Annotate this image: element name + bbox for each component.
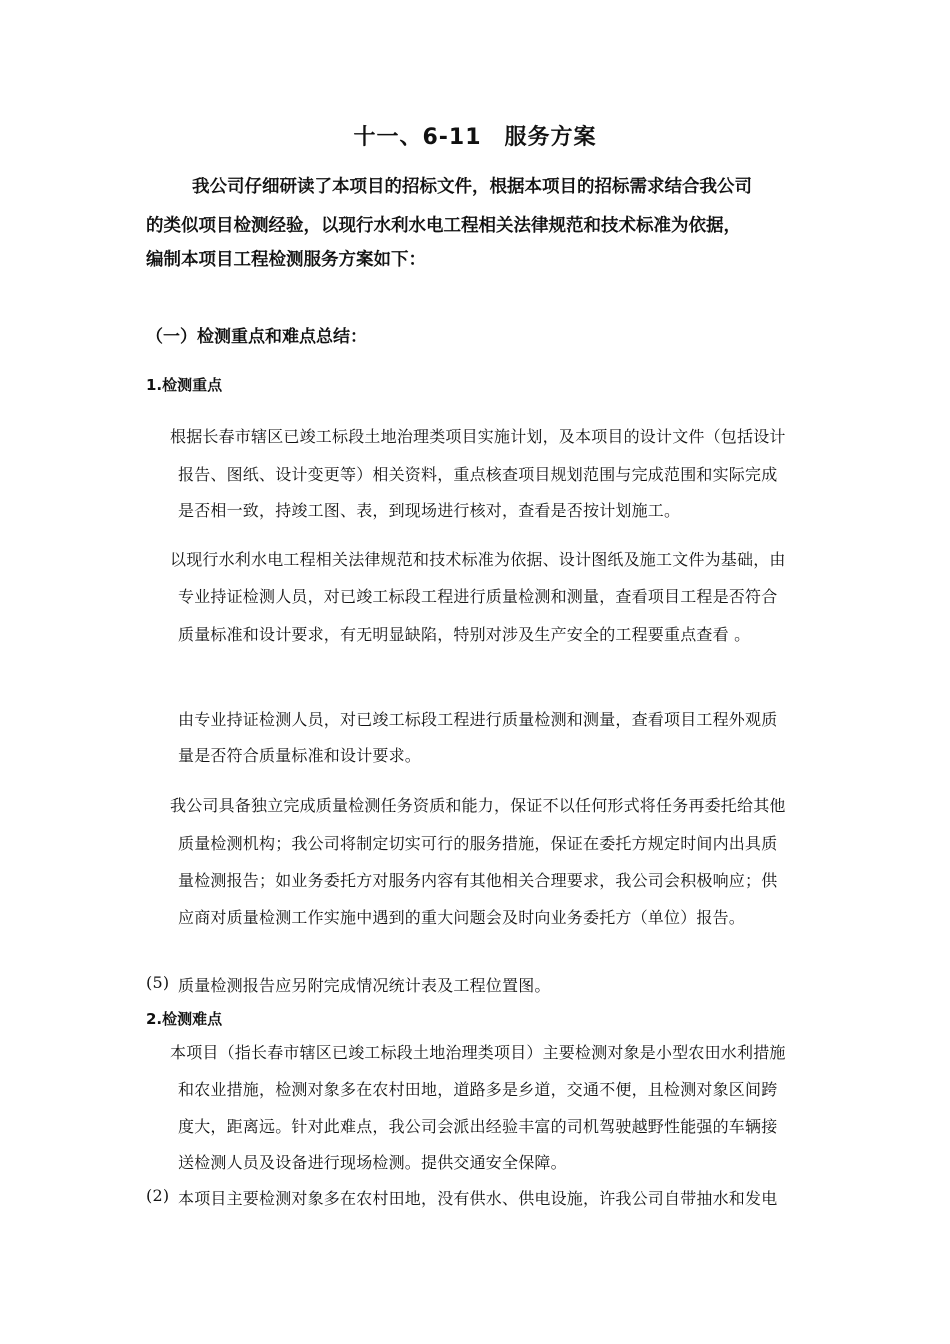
intro-line-3: 编制本项目工程检测服务方案如下： xyxy=(146,250,426,270)
item1-line-3: 是否相一致，持竣工图、表，到现场进行核对，查看是否按计划施工。 xyxy=(178,501,681,520)
item4-line-3: 量检测报告；如业务委托方对服务内容有其他相关合理要求，我公司会积极响应；供 xyxy=(178,871,778,890)
part2-item2-number: (2) xyxy=(146,1186,170,1205)
item4-line-4: 应商对质量检测工作实施中遇到的重大问题会及时向业务委托方（单位）报告。 xyxy=(178,908,746,927)
part2-item2-text: 本项目主要检测对象多在农村田地，没有供水、供电设施，许我公司自带抽水和发电 xyxy=(178,1189,778,1208)
section-heading: （一）检测重点和难点总结： xyxy=(146,327,367,347)
item4-line-1: 我公司具备独立完成质量检测任务资质和能力，保证不以任何形式将任务再委托给其他 xyxy=(170,796,786,815)
part2-item1-line-2: 和农业措施，检测对象多在农村田地，道路多是乡道，交通不便，且检测对象区间跨 xyxy=(178,1080,778,1099)
part2-item1-line-3: 度大，距离远。针对此难点，我公司会派出经验丰富的司机驾驶越野性能强的车辆接 xyxy=(178,1117,778,1136)
item2-line-3: 质量标准和设计要求，有无明显缺陷，特别对涉及生产安全的工程要重点查看 。 xyxy=(178,625,751,644)
item2-line-1: 以现行水利水电工程相关法律规范和技术标准为依据、设计图纸及施工文件为基础，由 xyxy=(170,550,786,569)
item3-line-1: 由专业持证检测人员，对已竣工标段工程进行质量检测和测量，查看项目工程外观质 xyxy=(178,710,778,729)
intro-line-2: 的类似项目检测经验，以现行水利水电工程相关法律规范和技术标准为依据， xyxy=(146,216,741,236)
intro-line-1: 我公司仔细研读了本项目的招标文件，根据本项目的招标需求结合我公司 xyxy=(192,177,752,197)
item2-line-2: 专业持证检测人员，对已竣工标段工程进行质量检测和测量，查看项目工程是否符合 xyxy=(178,587,778,606)
item5-number: (5) xyxy=(146,973,170,992)
part2-item1-line-4: 送检测人员及设备进行现场检测。提供交通安全保障。 xyxy=(178,1153,567,1172)
item3-line-2: 量是否符合质量标准和设计要求。 xyxy=(178,746,422,765)
item1-line-2: 报告、图纸、设计变更等）相关资料，重点核查项目规划范围与完成范围和实际完成 xyxy=(178,465,778,484)
page-title: 十一、6-11 服务方案 xyxy=(353,125,597,150)
part2-heading: 2.检测难点 xyxy=(146,1010,223,1028)
item1-line-1: 根据长春市辖区已竣工标段土地治理类项目实施计划，及本项目的设计文件（包括设计 xyxy=(170,427,786,446)
item4-line-2: 质量检测机构；我公司将制定切实可行的服务措施，保证在委托方规定时间内出具质 xyxy=(178,834,778,853)
part1-heading: 1.检测重点 xyxy=(146,376,223,394)
part2-item1-line-1: 本项目（指长春市辖区已竣工标段土地治理类项目）主要检测对象是小型农田水利措施 xyxy=(170,1043,786,1062)
item5-text: 质量检测报告应另附完成情况统计表及工程位置图。 xyxy=(178,976,551,995)
